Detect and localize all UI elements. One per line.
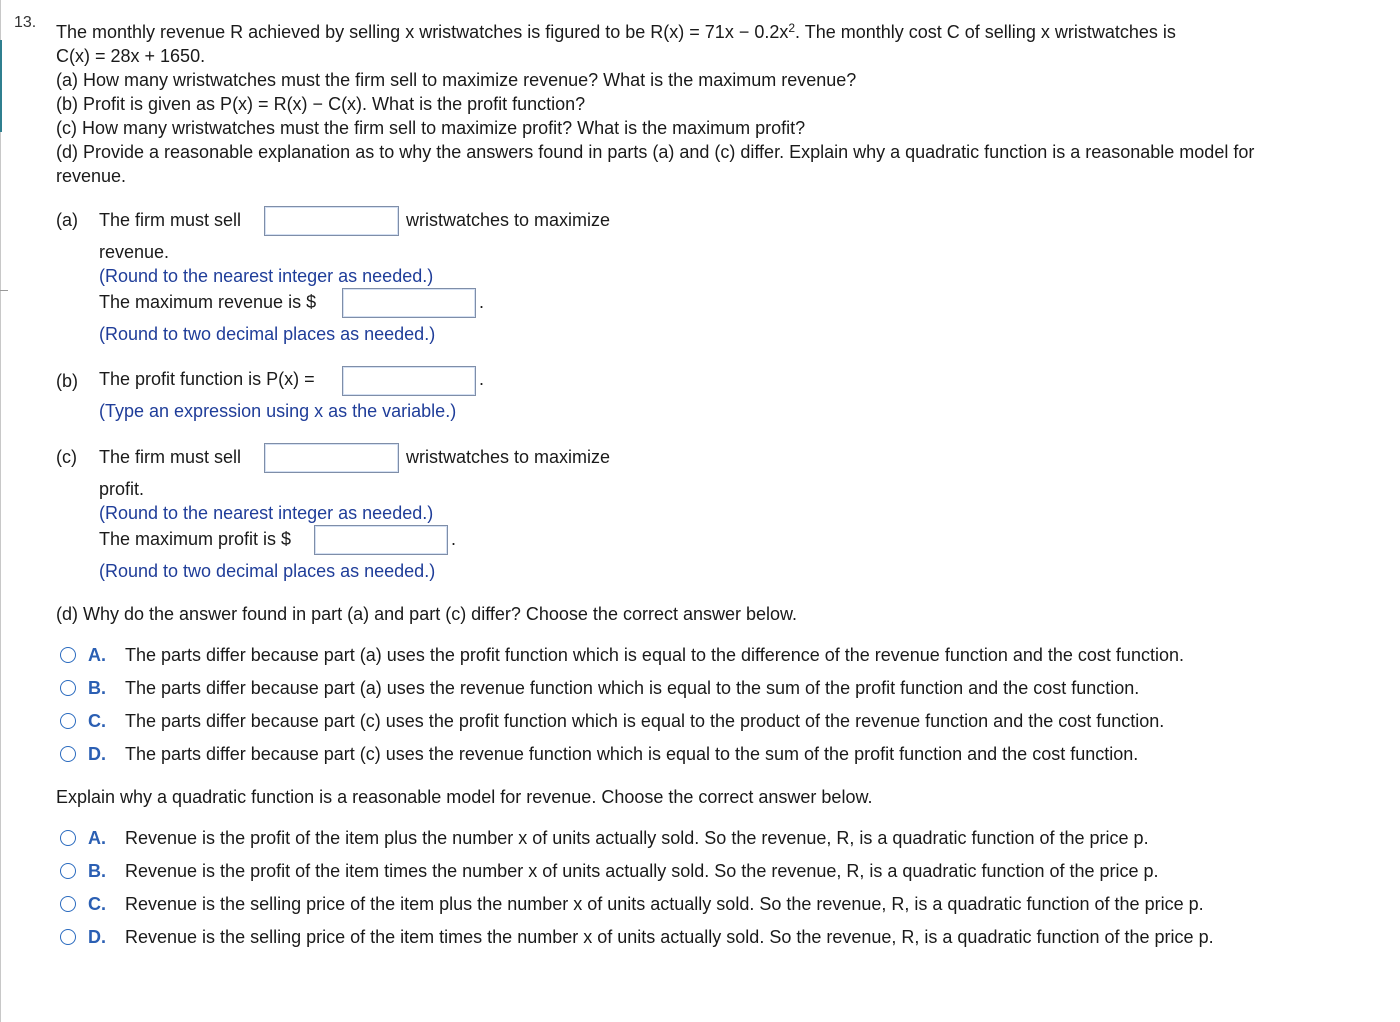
left-border [0, 0, 1, 1022]
part-a-units-input[interactable] [264, 206, 399, 236]
question-number: 13. [14, 14, 37, 31]
part-d-option-d[interactable] [60, 742, 1138, 766]
part-c-text-3: profit. [99, 479, 145, 499]
radio-icon[interactable] [60, 896, 76, 912]
radio-icon[interactable] [60, 929, 76, 945]
part-a-hint-1: (Round to the nearest integer as needed.) [99, 266, 434, 286]
option-letter: C. [88, 893, 106, 914]
stem-part-d: (d) Provide a reasonable explanation as to why the answers found in parts (a) and (c) differ. Explain why a quadratic function is a reasonable model for [56, 142, 1255, 162]
option-text: Revenue is the selling price of the item plus the number x of units actually sold. So the revenue, R, is a quadratic function of the price p. [125, 893, 1204, 914]
part-d-prompt: (d) Why do the answer found in part (a) and part (c) differ? Choose the correct answer below. [56, 604, 798, 624]
left-accent-bar [0, 40, 2, 132]
part-a-text: The firm must sell [99, 210, 242, 230]
radio-icon[interactable] [60, 746, 76, 762]
option-letter: D. [88, 926, 106, 947]
radio-icon[interactable] [60, 647, 76, 663]
part-c-max-text: The maximum profit is $ [99, 529, 292, 549]
part-a-hint-2: (Round to two decimal places as needed.) [99, 324, 436, 344]
option-text: The parts differ because part (c) uses the profit function which is equal to the product of the revenue function and the cost function. [125, 710, 1165, 731]
stem-part-c: (c) How many wristwatches must the firm sell to maximize profit? What is the maximum profit? [56, 118, 806, 138]
stem-exponent: 2 [788, 21, 796, 35]
part-c-text: The firm must sell [99, 447, 242, 467]
option-letter: B. [88, 677, 106, 698]
part-a-max-text: The maximum revenue is $ [99, 292, 317, 312]
explain-option-c[interactable] [60, 892, 1204, 916]
option-text: Revenue is the profit of the item plus the number x of units actually sold. So the revenue, R, is a quadratic function of the price p. [125, 827, 1149, 848]
stem-part-a: (a) How many wristwatches must the firm sell to maximize revenue? What is the maximum revenue? [56, 70, 857, 90]
stem-line-1 [56, 16, 1391, 44]
option-letter: A. [88, 644, 106, 665]
part-d-option-c[interactable] [60, 709, 1164, 733]
option-letter: D. [88, 743, 106, 764]
part-b-label: (b) [56, 371, 78, 391]
left-tick [0, 290, 8, 291]
radio-icon[interactable] [60, 680, 76, 696]
part-b-period: . [479, 369, 485, 389]
radio-icon[interactable] [60, 713, 76, 729]
option-text: Revenue is the selling price of the item times the number x of units actually sold. So the revenue, R, is a quadratic function of the price p. [125, 926, 1214, 947]
radio-icon[interactable] [60, 830, 76, 846]
part-a-revenue-input[interactable] [342, 288, 476, 318]
option-text: The parts differ because part (c) uses the revenue function which is equal to the sum of the profit function and the cost function. [125, 743, 1139, 764]
stem-part-b: (b) Profit is given as P(x) = R(x) − C(x). What is the profit function? [56, 94, 586, 114]
part-c-hint-2: (Round to two decimal places as needed.) [99, 561, 436, 581]
option-text: The parts differ because part (a) uses the revenue function which is equal to the sum of the profit function and the cost function. [125, 677, 1140, 698]
part-b-hint: (Type an expression using x as the variable.) [99, 401, 457, 421]
part-a-period: . [479, 292, 485, 312]
part-c-hint-1: (Round to the nearest integer as needed.) [99, 503, 434, 523]
explain-option-d[interactable] [60, 925, 1214, 949]
question-stem [56, 16, 1391, 188]
part-b-profit-function-input[interactable] [342, 366, 476, 396]
part-c-period: . [451, 529, 457, 549]
option-letter: B. [88, 860, 106, 881]
stem-part-d-cont: revenue. [56, 166, 127, 186]
part-a-label: (a) [56, 210, 78, 230]
explain-option-a[interactable] [60, 826, 1149, 850]
part-b-text: The profit function is P(x) = [99, 369, 315, 389]
part-d-option-a[interactable] [60, 643, 1184, 667]
part-c-units-input[interactable] [264, 443, 399, 473]
part-c-text-2: wristwatches to maximize [406, 447, 611, 467]
option-letter: C. [88, 710, 106, 731]
part-c-label: (c) [56, 447, 77, 467]
stem-line-2: C(x) = 28x + 1650. [56, 46, 206, 66]
part-a-text-3: revenue. [99, 242, 170, 262]
part-c-profit-input[interactable] [314, 525, 448, 555]
stem-revenue-text: The monthly revenue R achieved by selling x wristwatches is figured to be R(x) = 71x − 0.2x [56, 22, 789, 42]
option-letter: A. [88, 827, 106, 848]
part-a-text-2: wristwatches to maximize [406, 210, 611, 230]
explain-prompt: Explain why a quadratic function is a reasonable model for revenue. Choose the correct answer below. [56, 787, 873, 807]
option-text: Revenue is the profit of the item times the number x of units actually sold. So the revenue, R, is a quadratic function of the price p. [125, 860, 1159, 881]
option-text: The parts differ because part (a) uses the profit function which is equal to the difference of the revenue function and the cost function. [125, 644, 1184, 665]
radio-icon[interactable] [60, 863, 76, 879]
stem-cost-text: . The monthly cost C of selling x wristwatches is [795, 22, 1176, 42]
part-d-option-b[interactable] [60, 676, 1139, 700]
explain-option-b[interactable] [60, 859, 1159, 883]
